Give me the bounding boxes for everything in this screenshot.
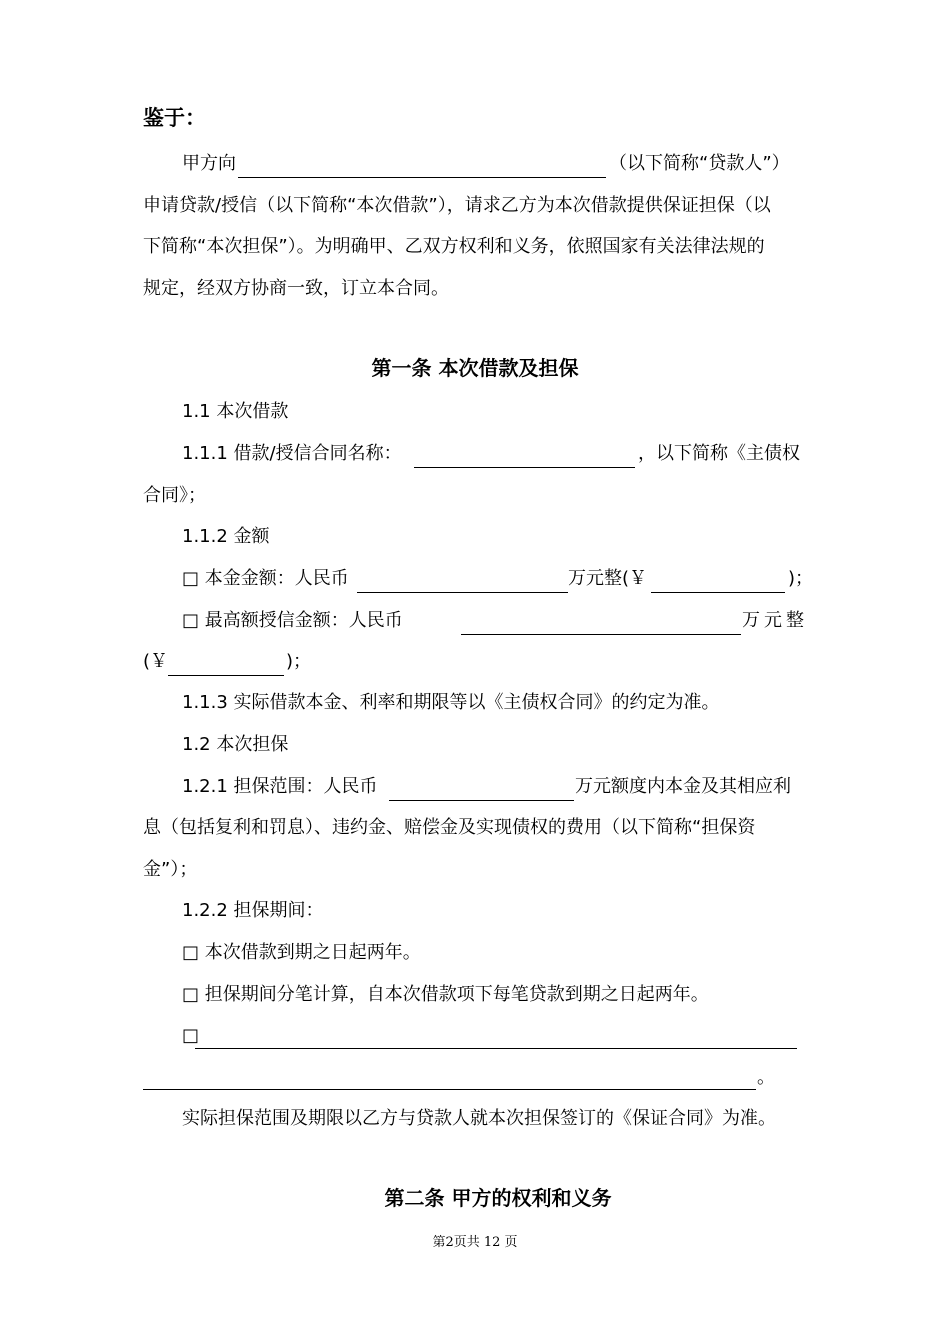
section-1-1-3: 1.1.3 实际借款本金、利率和期限等以《主债权合同》的约定为准。 bbox=[182, 692, 720, 713]
contract-name-blank bbox=[414, 467, 635, 468]
period-option-3-end: 。 bbox=[757, 1067, 775, 1088]
intro-line-4: 规定，经双方协商一致，订立本合同。 bbox=[143, 278, 449, 299]
lender-name-blank bbox=[238, 177, 606, 178]
max-credit-end: 万元整 bbox=[742, 610, 808, 631]
max-credit-cont-end: )； bbox=[286, 651, 312, 672]
period-option-3-checkbox: □ bbox=[182, 1025, 200, 1046]
section-1-2-1-line-3: 金”）； bbox=[143, 859, 198, 880]
max-credit-start: □ 最高额授信金额：人民币 bbox=[182, 610, 403, 631]
max-credit-blank bbox=[461, 634, 741, 635]
section-1-1: 1.1 本次借款 bbox=[182, 401, 289, 422]
period-option-1: □ 本次借款到期之日起两年。 bbox=[182, 942, 421, 963]
article-2-title: 第二条 甲方的权利和义务 bbox=[384, 1186, 612, 1210]
page-footer: 第2页共 12 页 bbox=[432, 1235, 518, 1250]
max-credit-cont-start: (￥ bbox=[143, 651, 169, 672]
section-1-2-1-start: 1.2.1 担保范围：人民币 bbox=[182, 776, 378, 797]
intro-line-1-start: 甲方向 bbox=[182, 153, 236, 174]
period-option-3-blank-2 bbox=[143, 1089, 756, 1090]
principal-figure-blank bbox=[651, 592, 785, 593]
guarantee-amount-blank bbox=[389, 800, 574, 801]
principal-amount-end: )； bbox=[788, 568, 814, 589]
period-option-2: □ 担保期间分笔计算，自本次借款项下每笔贷款到期之日起两年。 bbox=[182, 984, 709, 1005]
principal-amount-mid: 万元整(￥ bbox=[568, 568, 648, 589]
section-1-2-1-end: 万元额度内本金及其相应利 bbox=[575, 776, 791, 797]
section-1-2-1-line-2: 息（包括复利和罚息）、违约金、赔偿金及实现债权的费用（以下简称“担保资 bbox=[143, 817, 756, 838]
closing-statement: 实际担保范围及期限以乙方与贷款人就本次担保签订的《保证合同》为准。 bbox=[182, 1108, 776, 1129]
section-1-1-1-cont: 合同》； bbox=[143, 485, 206, 506]
intro-line-2: 申请贷款/授信（以下简称“本次借款”），请求乙方为本次借款提供保证担保（以 bbox=[143, 195, 771, 216]
section-1-2-2: 1.2.2 担保期间： bbox=[182, 900, 324, 921]
section-1-1-1-end: ，以下简称《主债权 bbox=[638, 443, 800, 464]
section-1-1-2: 1.1.2 金额 bbox=[182, 526, 270, 547]
principal-amount-blank bbox=[357, 592, 568, 593]
period-option-3-blank-1 bbox=[195, 1048, 797, 1049]
section-heading: 鉴于： bbox=[143, 106, 206, 130]
intro-line-1-end: （以下简称“贷款人”） bbox=[609, 153, 790, 174]
intro-line-3: 下简称“本次担保”）。为明确甲、乙双方权利和义务，依照国家有关法律法规的 bbox=[143, 236, 765, 257]
max-credit-figure-blank bbox=[168, 675, 284, 676]
principal-amount-start: □ 本金金额：人民币 bbox=[182, 568, 349, 589]
section-1-1-1-start: 1.1.1 借款/授信合同名称： bbox=[182, 443, 402, 464]
article-1-title: 第一条 本次借款及担保 bbox=[371, 356, 579, 380]
section-1-2: 1.2 本次担保 bbox=[182, 734, 289, 755]
